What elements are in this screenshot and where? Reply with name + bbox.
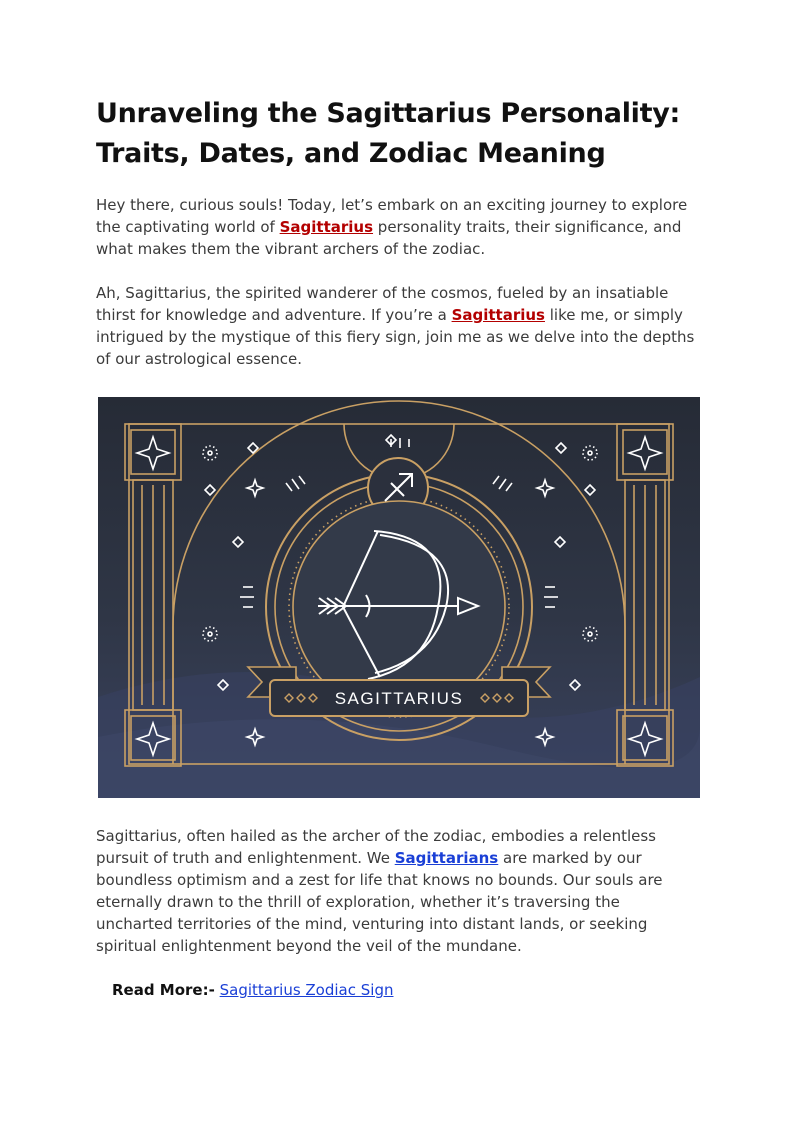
intro-paragraph: Hey there, curious souls! Today, let’s embark on an exciting journey to explore the captivating world of Sagittarius personality traits, their significance, and what makes them the vibrant archers of the zodiac. [96, 196, 688, 258]
article [96, 94, 706, 999]
title-line-2: Traits, Dates, and Zodiac Meaning [96, 138, 606, 169]
banner-label: SAGITTARIUS [334, 689, 464, 708]
sagittarius-link[interactable]: Sagittarius [279, 218, 374, 236]
sagittarius-link-2[interactable]: Sagittarius [451, 306, 545, 324]
read-more-link[interactable]: Sagittarius Zodiac Sign [219, 981, 394, 999]
read-more-label: Read More:- [112, 981, 215, 999]
third-paragraph: Sagittarius, often hailed as the archer of the zodiac, embodies a relentless pursuit of truth and enlightenment. We Sagittarians are marked by our boundless optimism and a zest for life that knows no bounds. Our souls are eternally drawn to the thrill of exploration, whether it’s traversing the uncharted territories of the mind, venturing into distant lands, or seeking spiritual enlightenment beyond the veil of the mundane. [96, 827, 663, 955]
sagittarius-artwork [98, 397, 700, 798]
sagittarians-link[interactable]: Sagittarians [394, 849, 499, 867]
sagittarius-illustration [98, 397, 700, 798]
read-more [112, 979, 393, 1001]
title-line-1: Unraveling the Sagittarius Personality: [96, 98, 681, 129]
page-title [96, 94, 706, 174]
second-paragraph: Ah, Sagittarius, the spirited wanderer of the cosmos, fueled by an insatiable thirst for knowledge and adventure. If you’re a Sagittarius like me, or simply intrigued by the mystique of this fiery sign, join me as we delve into the depths of our astrological essence. [96, 284, 695, 368]
